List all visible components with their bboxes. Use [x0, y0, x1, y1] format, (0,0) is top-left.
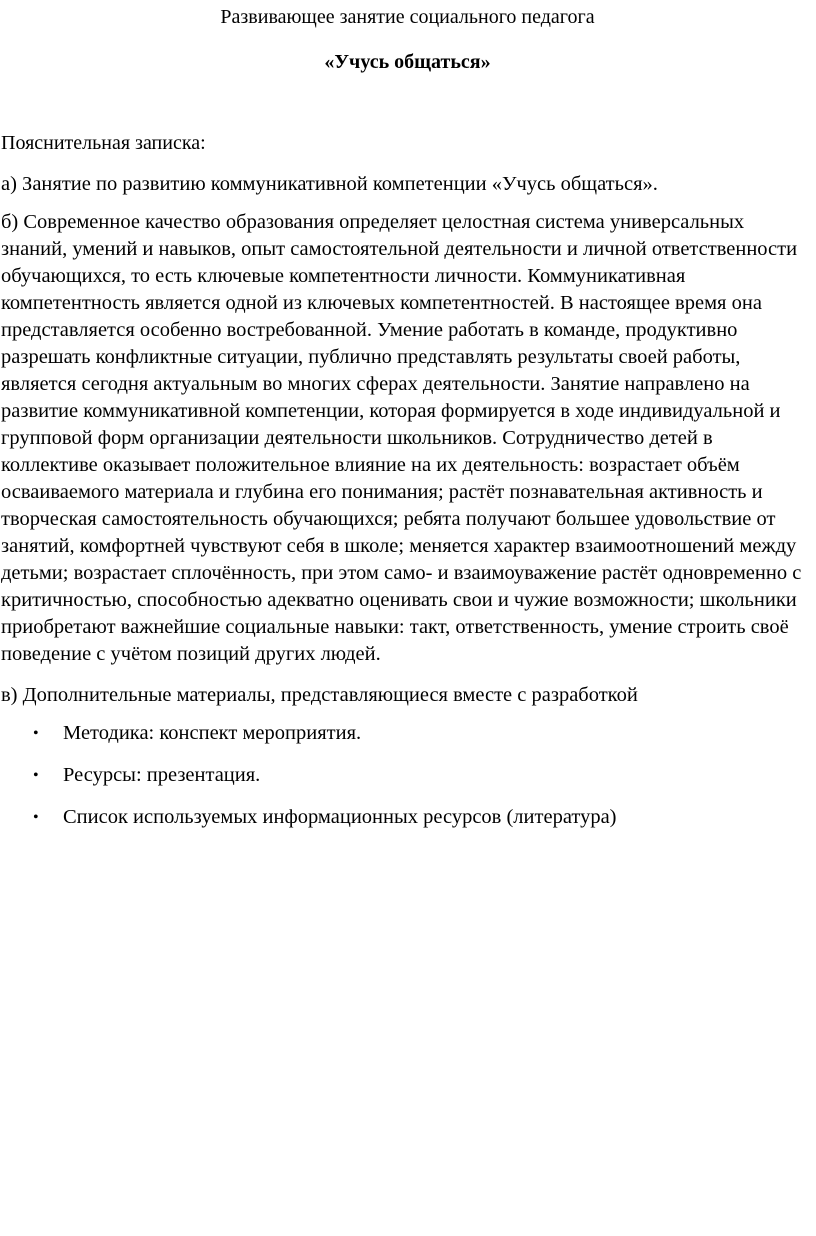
materials-list: [1, 720, 814, 831]
document-title: «Учусь общаться»: [324, 51, 491, 73]
bullet-icon: •: [33, 809, 39, 826]
list-item-text: Ресурсы: презентация.: [63, 764, 261, 786]
list-item: [1, 762, 814, 789]
bullet-icon: •: [33, 725, 39, 742]
paragraph-c: в) Дополнительные материалы, представляющиеся вместе с разработкой: [1, 684, 638, 706]
document-subtitle: Развивающее занятие социального педагога: [220, 6, 595, 28]
paragraph-a: а) Занятие по развитию коммуникативной компетенции «Учусь общаться».: [1, 173, 658, 195]
paragraph-b: б) Современное качество образования определяет целостная система универсальных знаний, умений и навыков, опыт самостоятельной деятельности и личной ответственности обучающихся, то есть ключевые компетентности личности. Коммуникативная компетентность является одной из ключевых компетентностей. В настоящее время она представляется особенно востребованной. Умение работать в команде, продуктивно разрешать конфликтные ситуации, публично представлять результаты своей работы, является сегодня актуальным во многих сферах деятельности. Занятие направлено на развитие коммуникативной компетенции, которая формируется в ходе индивидуальной и групповой форм организации деятельности школьников. Сотрудничество детей в коллективе оказывает положительное влияние на их деятельность: возрастает объём осваиваемого материала и глубина его понимания; растёт познавательная активность и творческая самостоятельность обучающихся; ребята получают большее удовольствие от занятий, комфортней чувствуют себя в школе; меняется характер взаимоотношений между детьми; возрастает сплочённость, при этом само- и взаимоуважение растёт одновременно с критичностью, способностью адекватно оценивать свои и чужие возможности; школьники приобретают важнейшие социальные навыки: такт, ответственность, умение строить своё поведение с учётом позиций других людей.: [1, 211, 802, 665]
list-item: [1, 804, 814, 831]
section-heading: Пояснительная записка:: [1, 132, 206, 154]
list-item: [1, 720, 814, 747]
bullet-icon: •: [33, 767, 39, 784]
list-item-text: Методика: конспект мероприятия.: [63, 722, 362, 744]
list-item-text: Список используемых информационных ресурсов (литература): [63, 806, 617, 828]
